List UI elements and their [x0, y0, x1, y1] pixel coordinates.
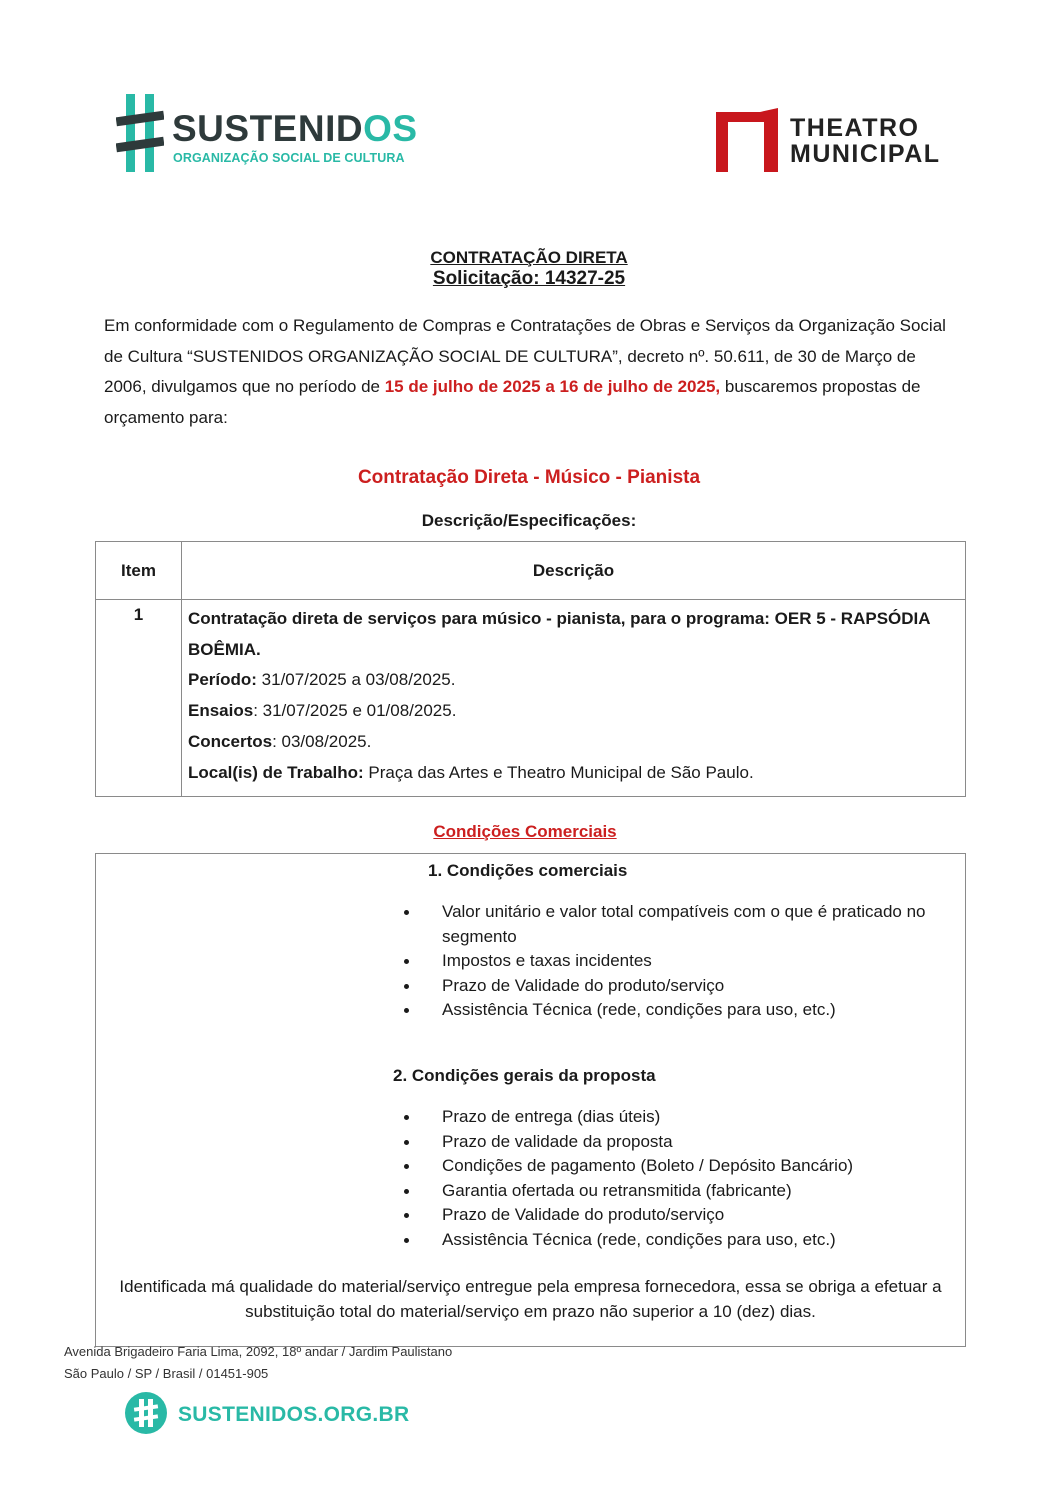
commercial-conditions-box — [95, 853, 966, 1347]
sustenidos-logo — [116, 94, 418, 172]
item-number: 1 — [96, 600, 182, 797]
item-period: Período: 31/07/2025 a 03/08/2025. — [188, 670, 456, 690]
theatro-arch-icon — [716, 108, 778, 172]
list-item: Prazo de Validade do produto/serviço — [416, 974, 946, 999]
list-item: Prazo de entrega (dias úteis) — [416, 1105, 946, 1130]
quality-note: Identificada má qualidade do material/serviço entregue pela empresa fornecedora, essa se obriga a efetuar a substituição total do material/serviço em prazo não superior a 10 (dez) dias. — [119, 1277, 942, 1321]
footer-address-line1: Avenida Brigadeiro Faria Lima, 2092, 18º andar / Jardim Paulistano — [64, 1344, 453, 1359]
footer-website: SUSTENIDOS.ORG.BR — [178, 1403, 410, 1426]
column-header-item: Item — [96, 542, 182, 600]
theatro-municipal-logo — [716, 108, 956, 176]
footer-address-line2: São Paulo / SP / Brasil / 01451-905 — [64, 1366, 269, 1381]
items-table — [95, 541, 966, 797]
table-header-row — [96, 542, 966, 600]
list-item: Prazo de validade da proposta — [416, 1130, 946, 1155]
list-item: Assistência Técnica (rede, condições para uso, etc.) — [416, 998, 946, 1023]
commercial-conditions-title: Condições Comerciais — [433, 822, 617, 841]
table-row — [96, 600, 966, 797]
document-title: CONTRATAÇÃO DIRETA — [430, 248, 628, 267]
subject-title: Contratação Direta - Músico - Pianista — [357, 467, 701, 488]
list-item: Assistência Técnica (rede, condições para uso, etc.) — [416, 1228, 946, 1253]
section2-heading: 2. Condições gerais da proposta — [393, 1066, 656, 1085]
item-workplace: Local(is) de Trabalho: Praça das Artes e Theatro Municipal de São Paulo. — [188, 762, 754, 782]
period-highlight: 15 de julho de 2025 a 16 de julho de 2025, — [384, 377, 721, 396]
theatro-logo-line1: THEATRO — [790, 114, 920, 142]
hashtag-icon — [116, 94, 164, 172]
item-title: Contratação direta de serviços para músico - pianista, para o programa: OER 5 - RAPSÓDIA BOÊMIA. — [188, 609, 930, 659]
list-item: Valor unitário e valor total compatíveis com o que é praticado no segmento — [416, 900, 946, 949]
item-rehearsals: Ensaios: 31/07/2025 e 01/08/2025. — [188, 701, 457, 721]
intro-paragraph: Em conformidade com o Regulamento de Compras e Contratações de Obras e Serviços da Organização Social de Cultura “SUSTENIDOS ORGANIZAÇÃO SOCIAL DE CULTURA”, decreto nº. 50.611, de 30 de Março de 2006, divulgamos que no período de 15 de julho de 2025 a 16 de julho de 2025, buscaremos propostas de orçamento para: — [104, 316, 946, 427]
footer-logo — [124, 1391, 410, 1437]
sustenidos-logo-tagline: ORGANIZAÇÃO SOCIAL DE CULTURA — [173, 151, 405, 165]
list-item: Garantia ofertada ou retransmitida (fabricante) — [416, 1179, 946, 1204]
spec-heading: Descrição/Especificações: — [421, 511, 637, 530]
list-item: Condições de pagamento (Boleto / Depósito Bancário) — [416, 1154, 946, 1179]
section1-heading: 1. Condições comerciais — [428, 861, 628, 880]
theatro-logo-line2: MUNICIPAL — [790, 140, 941, 168]
list-item: Impostos e taxas incidentes — [416, 949, 946, 974]
request-number: Solicitação: 14327-25 — [432, 268, 626, 289]
item-description — [182, 600, 966, 797]
section1-list — [416, 900, 946, 1023]
sustenidos-logo-name: SUSTENIDOS — [172, 108, 418, 149]
hashtag-circle-icon — [124, 1391, 168, 1435]
section2-list — [416, 1105, 946, 1253]
column-header-description: Descrição — [182, 542, 966, 600]
list-item: Prazo de Validade do produto/serviço — [416, 1203, 946, 1228]
item-concerts: Concertos: 03/08/2025. — [188, 731, 372, 751]
